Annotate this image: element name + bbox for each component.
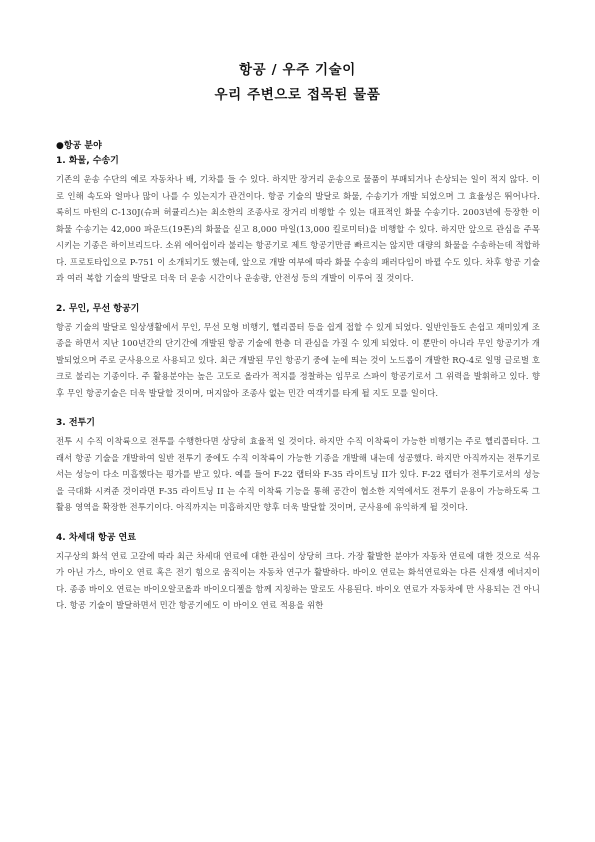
paragraph-next-gen-fuel: 지구상의 화석 연료 고갈에 따라 최근 차세대 연료에 대한 관심이 상당히 크다. 가장 활발한 분야가 자동차 연료에 대한 것으로 석유가 아닌 가스, 바이오 연료 혹은 전기 힘으로 움직이는 자동차 연구가 활발하다. 바이오 연료는 화석연료와는 다른 신재생 에너지이다. 종종 바이오 연료는 바이오알코올과 바이오디젤을 함께 지칭하는 말로도 사용된다. 바이오 연료가 자동차에 만 사용되는 건 아니다. 항공 기술이 발달하면서 민간 항공기에도 이 바이오 연료 적용을 위한 [56, 550, 540, 610]
heading-unmanned-aircraft: 2. 무인, 무선 항공기 [56, 303, 140, 314]
heading-cargo-transport: 1. 화물, 수송기 [56, 156, 119, 166]
heading-next-gen-fuel: 4. 차세대 항공 연료 [56, 532, 136, 543]
spacer [56, 516, 540, 530]
paragraph-fighter-jet: 전투 시 수직 이착륙으로 전투를 수행한다면 상당히 효율적 일 것이다. 하지만 수직 이착륙이 가능한 비행기는 주로 헬리콥터다. 그래서 항공 기술을 개발하여 일반 전투기 중에도 수직 이착륙이 가능한 기종을 개발해 내는데 성공했다. 하지만 아직까지는 전투기로서는 성능이 다소 미흡했다는 평가를 받고 있다. 예를 들어 F-22 랩터와 F-35 라이트닝 II가 있다. F-22 랩터가 전투기로서의 성능을 극대화 시켜준 것이라면 F-35 라이트닝 II 는 수직 이착륙 기능을 통해 공간이 협소한 지역에서도 전투기 운용이 가능하도록 그 활용 영역을 확장한 전투기이다. 아직까지는 미흡하지만 향후 더욱 발달할 것이며, 군사용에 유익하게 될 것이다. [56, 436, 540, 512]
spacer [56, 287, 540, 301]
spacer [56, 401, 540, 415]
paragraph-unmanned-aircraft: 항공 기술의 발달로 일상생활에서 무인, 무선 모형 비행기, 헬리콥터 등을 쉽게 접할 수 있게 되었다. 일반인들도 손쉽고 재미있게 조종을 하면서 지난 100년간의 단기간에 개발된 항공 기술에 한층 더 관심을 가질 수 있게 되었다. 이 뿐만이 아니라 무인 항공기가 개발되었으며 주로 군사용으로 사용되고 있다. 최근 개발된 무인 항공기 중에 눈에 띄는 것이 노드롭이 개발한 RQ-4로 일명 글로벌 호크로 불리는 기종이다. 주 활용분야는 높은 고도로 올라가 적지를 정찰하는 임무로 스파이 항공기로서 그 위력을 발휘하고 있다. 향후 무인 항공기술은 더욱 발달할 것이며, 머지않아 조종사 없는 민간 여객기를 타게 될 지도 모를 일이다. [56, 321, 540, 398]
heading-fighter-jet: 3. 전투기 [56, 418, 95, 428]
paragraph-cargo-transport: 기존의 운송 수단의 예로 자동차나 배, 기차를 들 수 있다. 하지만 장거리 운송으로 물품이 부패되거나 손상되는 일이 적지 않다. 이로 인해 속도와 얼마나 많이 나를 수 있는지가 관건이다. 항공 기술의 발달로 화물, 수송기가 개발 되었으며 그 효율성은 뛰어나다. 록히드 마틴의 C-130J(슈퍼 허큘리스)는 최소한의 조종사로 장거리 비행할 수 있는 대표적인 화물 수송기다. 2003년에 등장한 이 화물 수송기는 42,000 파운드(19톤)의 화물을 싣고 8,000 마일(13,000 킬로미터)을 비행할 수 있다. 하지만 앞으로 관심을 주목시키는 기종은 하이브리드다. 소위 에어쉽이라 불리는 항공기로 제트 항공기만큼 빠르지는 않지만 대량의 화물을 수송하는데 적합하다. 프로토타입으로 P-751 이 소개되기도 했는데, 앞으로 개발 여부에 따라 화물 수송의 패러다임이 바뀔 수도 있다. 차후 항공 기술과 여러 복합 기술의 발달로 더욱 더 운송 시간이나 운송량, 안전성 등의 개발이 이루어 질 것이다. [56, 174, 540, 283]
document-body [56, 140, 540, 614]
section-label-aviation: ●항공 분야 [56, 141, 102, 151]
title-line-2: 우리 주변으로 접목된 물품 [214, 87, 381, 103]
document-title [0, 58, 595, 108]
title-line-1: 항공 / 우주 기술이 [239, 62, 356, 78]
